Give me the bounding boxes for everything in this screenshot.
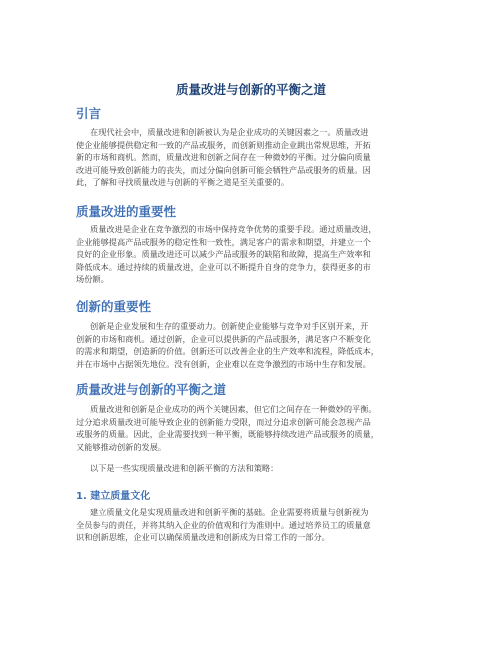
section-heading-balance: 质量改进与创新的平衡之道 (76, 382, 227, 397)
paragraph-line: 或服务的质量。因此，企业需要找到一种平衡，既能够持续改进产品或服务的质量， (76, 429, 379, 440)
paragraph-line: 改进可能导致创新能力的丧失，而过分偏向创新可能会牺牲产品或服务的质量。因 (76, 164, 371, 175)
section-heading-innovation: 创新的重要性 (76, 299, 152, 314)
section-paragraph-quality (76, 223, 436, 286)
paragraph-line: 使企业能够提供稳定和一致的产品或服务，而创新则推动企业跳出常规思维，开拓 (76, 139, 371, 150)
paragraph-line: 质量改进是企业在竞争激烈的市场中保持竞争优势的重要手段。通过质量改进， (90, 224, 377, 234)
section-heading-quality: 质量改进的重要性 (76, 204, 177, 219)
paragraph-line: 的需求和期望，创造新的价值。创新还可以改善企业的生产效率和流程，降低成本， (76, 346, 379, 357)
paragraph-line: 创新的市场和商机。通过创新，企业可以提供新的产品或服务，满足客户不断变化 (76, 333, 371, 344)
paragraph-line: 质量改进和创新是企业成功的两个关键因素，但它们之间存在一种微妙的平衡。 (90, 404, 377, 414)
paragraph-line: 建立质量文化是实现质量改进和创新平衡的基础。企业需要将质量与创新视为 (90, 507, 369, 517)
document-title: 质量改进与创新的平衡之道 (175, 82, 326, 97)
paragraph-line: 良好的企业形象。质量改进还可以减少产品或服务的缺陷和故障，提高生产效率和 (76, 249, 371, 260)
paragraph-line: 识和创新思维，企业可以确保质量改进和创新成为日常工作的一部分。 (76, 532, 330, 543)
section-paragraph-intro (76, 126, 436, 189)
section-paragraph-innovation (76, 320, 436, 370)
paragraph-line: 全员参与的责任，并将其纳入企业的价值观和行为准则中。通过培养员工的质量意 (76, 519, 371, 530)
section-paragraph-balance (76, 403, 436, 453)
paragraph-line: 企业能够提高产品或服务的稳定性和一致性，满足客户的需求和期望，并建立一个 (76, 236, 371, 247)
paragraph-line: 又能够推动创新的发展。 (76, 441, 167, 452)
paragraph-line: 在现代社会中，质量改进和创新被认为是企业成功的关键因素之一。质量改进 (90, 127, 369, 137)
paragraph-line: 并在市场中占据领先地位。没有创新，企业难以在竞争激烈的市场中生存和发展。 (76, 358, 371, 369)
paragraph-line: 降低成本。通过持续的质量改进，企业可以不断提升自身的竞争力，获得更多的市 (76, 261, 371, 272)
paragraph-line: 创新是企业发展和生存的重要动力。创新使企业能够与竞争对手区别开来，开 (90, 321, 369, 331)
paragraph-line: 此，了解和寻找质量改进与创新的平衡之道是至关重要的。 (76, 177, 289, 188)
paragraph-line: 新的市场和商机。然而，质量改进和创新之间存在一种微妙的平衡。过分偏向质量 (76, 152, 371, 163)
methods-intro-paragraph (76, 462, 436, 475)
paragraph-line: 场份额。 (76, 274, 109, 285)
paragraph-line: 以下是一些实现质量改进和创新平衡的方法和策略： (90, 463, 279, 473)
subsection-paragraph-quality-culture (76, 506, 436, 544)
subsection-heading-quality-culture: 1. 建立质量文化 (76, 491, 151, 502)
section-heading-intro: 引言 (76, 106, 102, 121)
paragraph-line: 过分追求质量改进可能导致企业的创新能力受限，而过分追求创新可能会忽视产品 (76, 416, 371, 427)
